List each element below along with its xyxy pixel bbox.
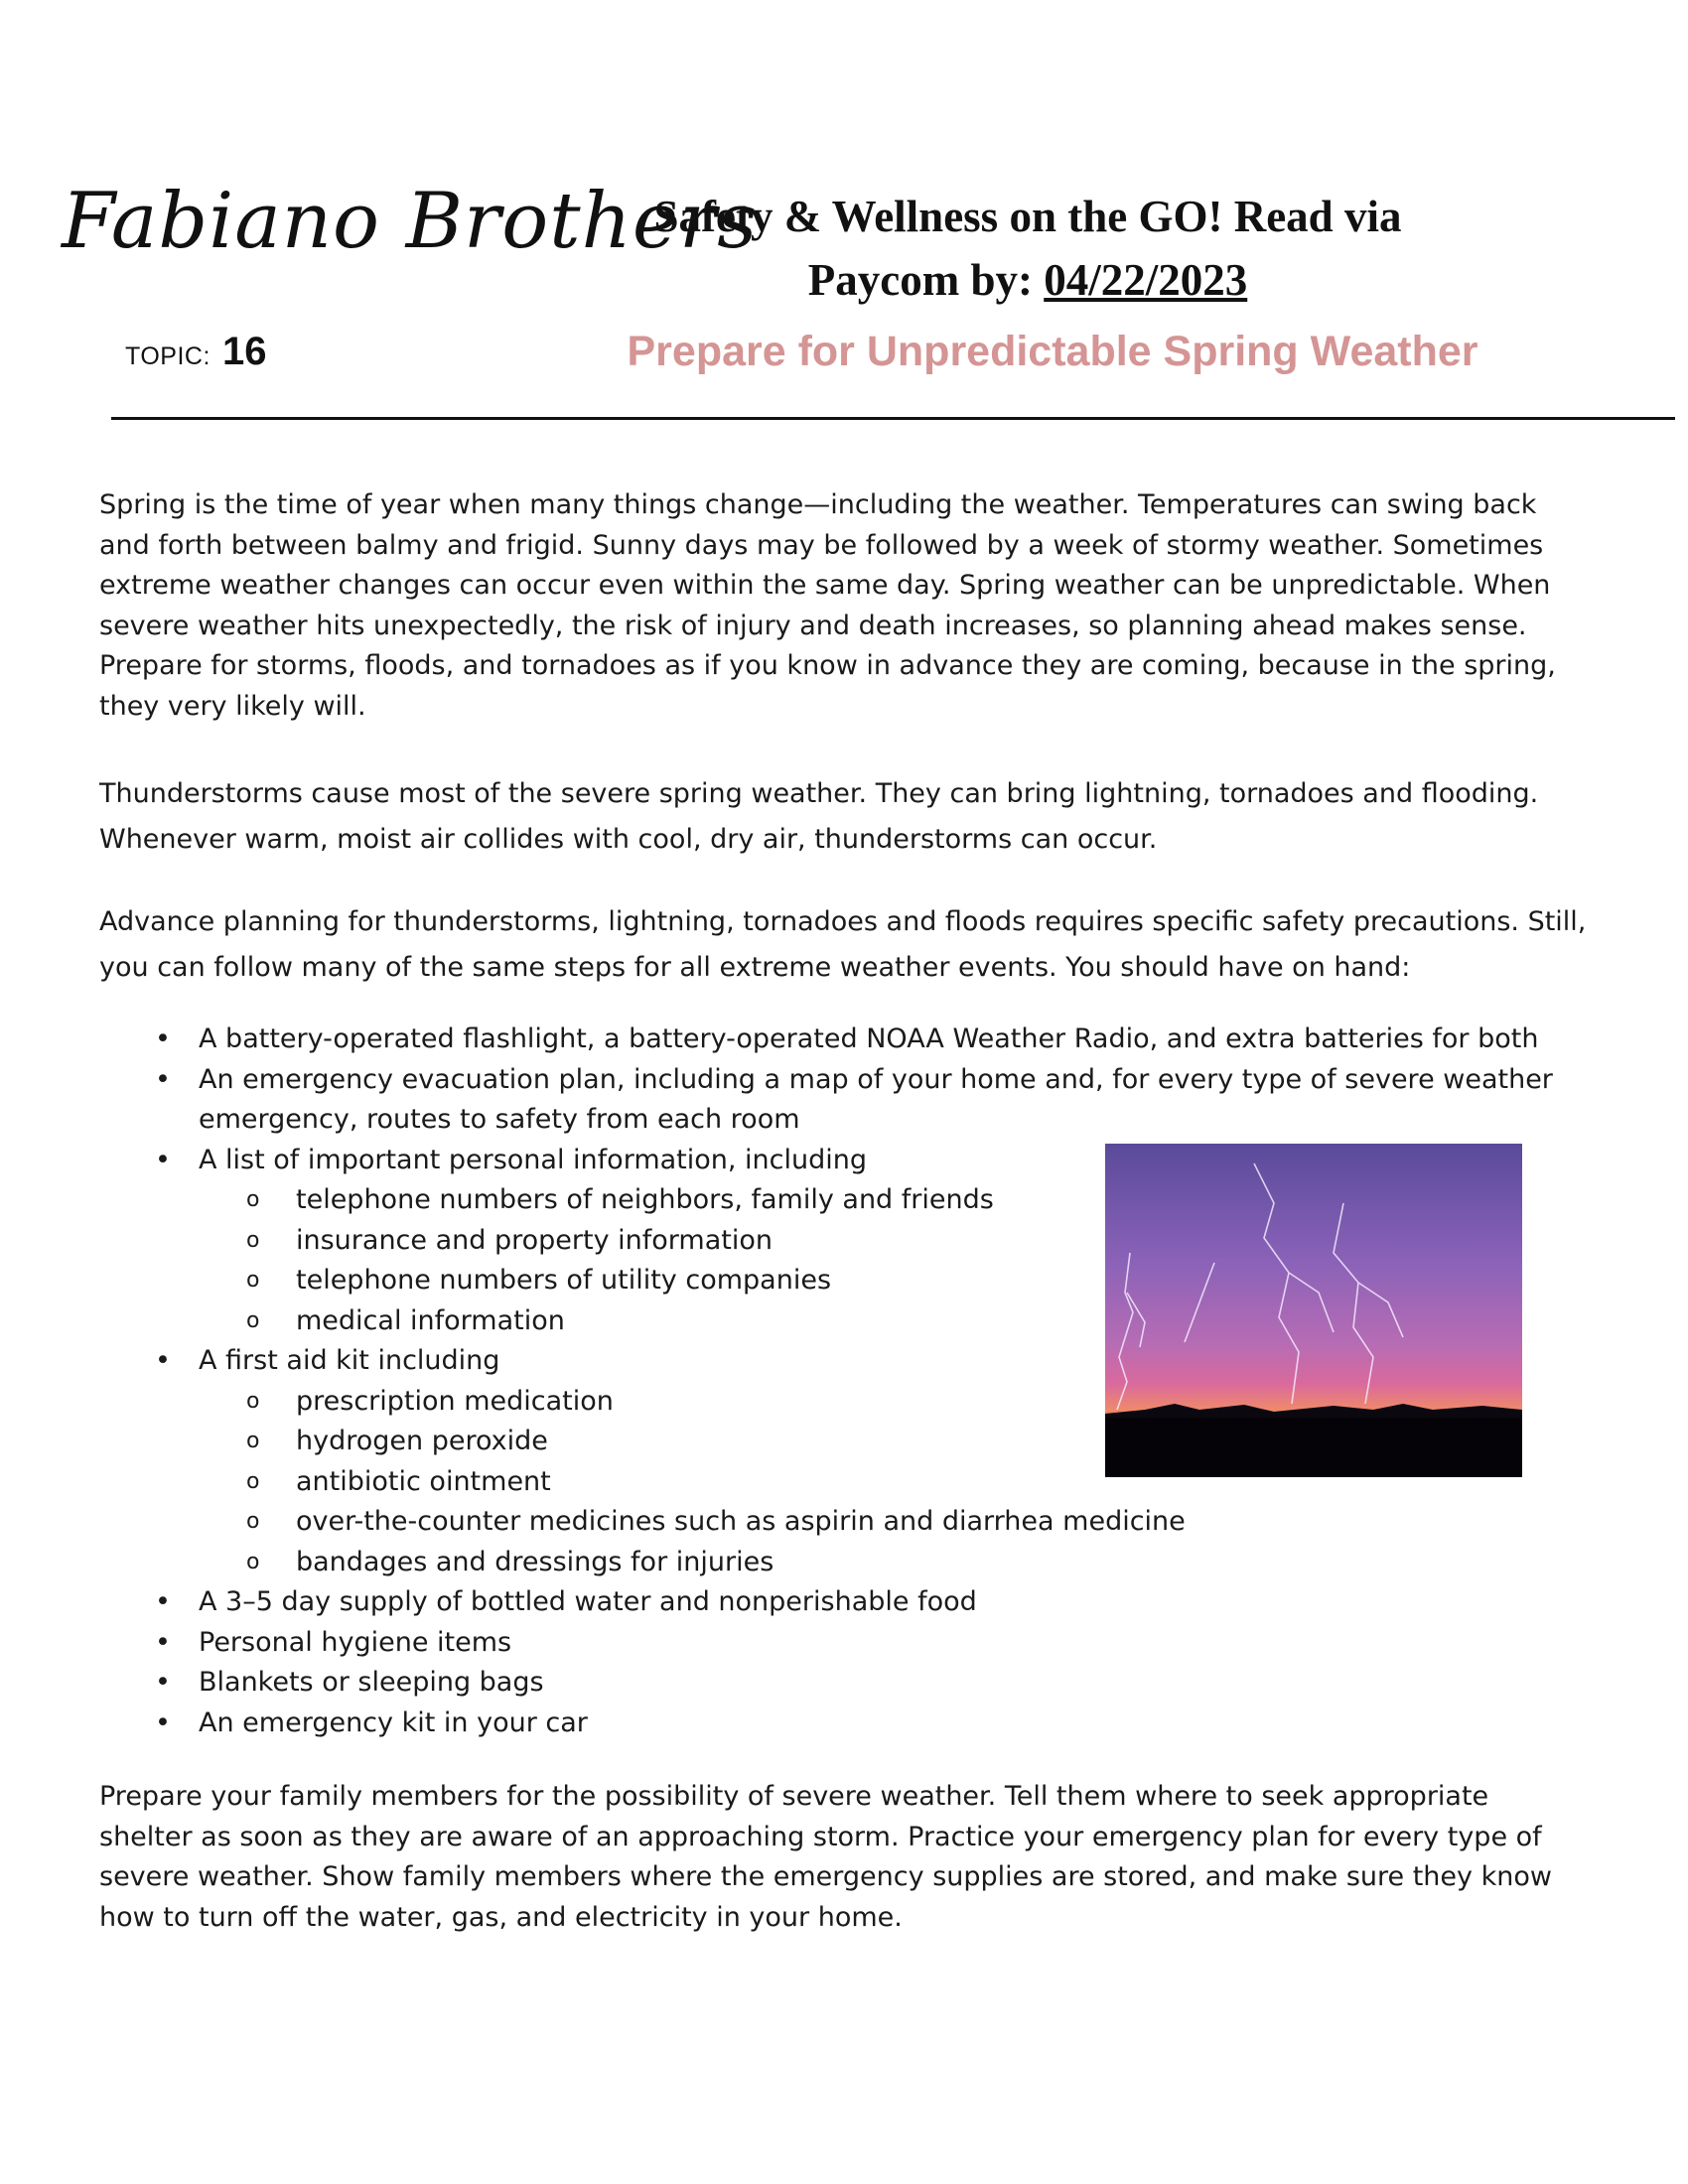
checklist-item-text: An emergency evacuation plan, including a map of your home and, for every type of severe weather emergency, routes to safety from each room bbox=[199, 1063, 1553, 1135]
sub-bullet-icon: o bbox=[246, 1307, 260, 1333]
sub-bullet-icon: o bbox=[246, 1187, 260, 1212]
checklist-item-text: A list of important personal information, including bbox=[199, 1144, 868, 1175]
headline-prefix: Paycom by: bbox=[807, 255, 1045, 305]
topic-label: TOPIC: bbox=[125, 342, 211, 370]
advance-planning-paragraph: Advance planning for thunderstorms, lightning, tornadoes and floods requires specific safety precautions. Still, you can follow many of the same steps for all extreme weather events. You should have on hand: bbox=[99, 906, 1587, 983]
checklist-subitem-text: prescription medication bbox=[296, 1385, 614, 1417]
bullet-icon: • bbox=[155, 1667, 171, 1698]
bullet-icon: • bbox=[155, 1345, 171, 1376]
checklist-item bbox=[99, 1020, 1609, 1060]
checklist-subitem-text: bandages and dressings for injuries bbox=[296, 1546, 774, 1577]
sub-bullet-icon: o bbox=[246, 1227, 260, 1253]
sub-bullet-icon: o bbox=[246, 1388, 260, 1414]
bullet-icon: • bbox=[155, 1706, 171, 1738]
intro-paragraph: Spring is the time of year when many things change—including the weather. Temperatures can swing back and forth between balmy and frigid. Sunny days may be followed by a week of stormy weather. Sometimes extreme weather changes can occur even within the same day. Spring weather can be unpredictable. When severe weather hits unexpectedly, the risk of injury and death increases, so planning ahead makes sense. Prepare for storms, floods, and tornadoes as if you know in advance they are coming, because in the spring, they very likely will. bbox=[99, 489, 1556, 722]
sub-bullet-icon: o bbox=[246, 1509, 260, 1534]
checklist-item-text: Personal hygiene items bbox=[199, 1626, 512, 1658]
company-logo: Fabiano Brothers bbox=[62, 177, 759, 266]
sub-bullet-icon: o bbox=[246, 1429, 260, 1453]
checklist-item-text: An emergency kit in your car bbox=[199, 1706, 588, 1738]
header-divider bbox=[111, 417, 1675, 420]
checklist-item-text: A battery-operated flashlight, a battery-operated NOAA Weather Radio, and extra batteries for both bbox=[199, 1024, 1539, 1054]
sub-bullet-icon: o bbox=[246, 1468, 260, 1494]
bullet-icon: • bbox=[155, 1024, 171, 1054]
checklist-subitem-text: telephone numbers of neighbors, family and friends bbox=[296, 1184, 994, 1215]
bullet-icon: • bbox=[155, 1063, 171, 1095]
checklist-subitem-text: telephone numbers of utility companies bbox=[296, 1265, 832, 1296]
checklist-subitem-text: medical information bbox=[296, 1304, 565, 1336]
due-date: 04/22/2023 bbox=[1044, 255, 1248, 305]
checklist-subitem-text: antibiotic ointment bbox=[296, 1465, 551, 1497]
checklist-subitem-text: hydrogen peroxide bbox=[296, 1426, 548, 1456]
checklist-item bbox=[99, 1582, 1609, 1623]
checklist-subitem-text: over-the-counter medicines such as aspirin and diarrhea medicine bbox=[296, 1506, 1186, 1537]
bullet-icon: • bbox=[155, 1626, 171, 1658]
checklist-subitem-text: insurance and property information bbox=[296, 1224, 773, 1256]
checklist-item bbox=[99, 1663, 1609, 1704]
thunderstorm-paragraph: Thunderstorms cause most of the severe spring weather. They can bring lightning, tornadoes and flooding. Whenever warm, moist air collides with cool, dry air, thunderstorms can occur. bbox=[99, 778, 1539, 855]
bullet-icon: • bbox=[155, 1586, 171, 1617]
headline-line1: Safety & Wellness on the GO! Read via bbox=[653, 192, 1402, 241]
closing-paragraph: Prepare your family members for the possibility of severe weather. Tell them where to seek appropriate shelter as soon as they are aware of an approaching storm. Practice your emergency plan for every type of severe weather. Show family members where the emergency supplies are stored, and make sure they know how to turn off the water, gas, and electricity in your home. bbox=[99, 1781, 1552, 1933]
checklist-item bbox=[99, 1060, 1609, 1141]
checklist-subitem bbox=[99, 1502, 1609, 1543]
sub-bullet-icon: o bbox=[246, 1549, 260, 1574]
topic-title: Prepare for Unpredictable Spring Weather bbox=[627, 328, 1478, 375]
headline-line2 bbox=[596, 248, 1460, 312]
checklist-item-text: A first aid kit including bbox=[199, 1345, 500, 1376]
checklist-item-text: Blankets or sleeping bags bbox=[199, 1667, 544, 1698]
topic-number: 16 bbox=[222, 330, 267, 373]
lightning-storm-photo bbox=[1105, 1144, 1522, 1477]
sub-bullet-icon: o bbox=[246, 1268, 260, 1293]
checklist-item-text: A 3–5 day supply of bottled water and nonperishable food bbox=[199, 1586, 977, 1617]
checklist-item bbox=[99, 1623, 1609, 1664]
checklist-item bbox=[99, 1704, 1609, 1744]
checklist-subitem bbox=[99, 1543, 1609, 1583]
headline bbox=[596, 185, 1460, 312]
bullet-icon: • bbox=[155, 1144, 171, 1175]
